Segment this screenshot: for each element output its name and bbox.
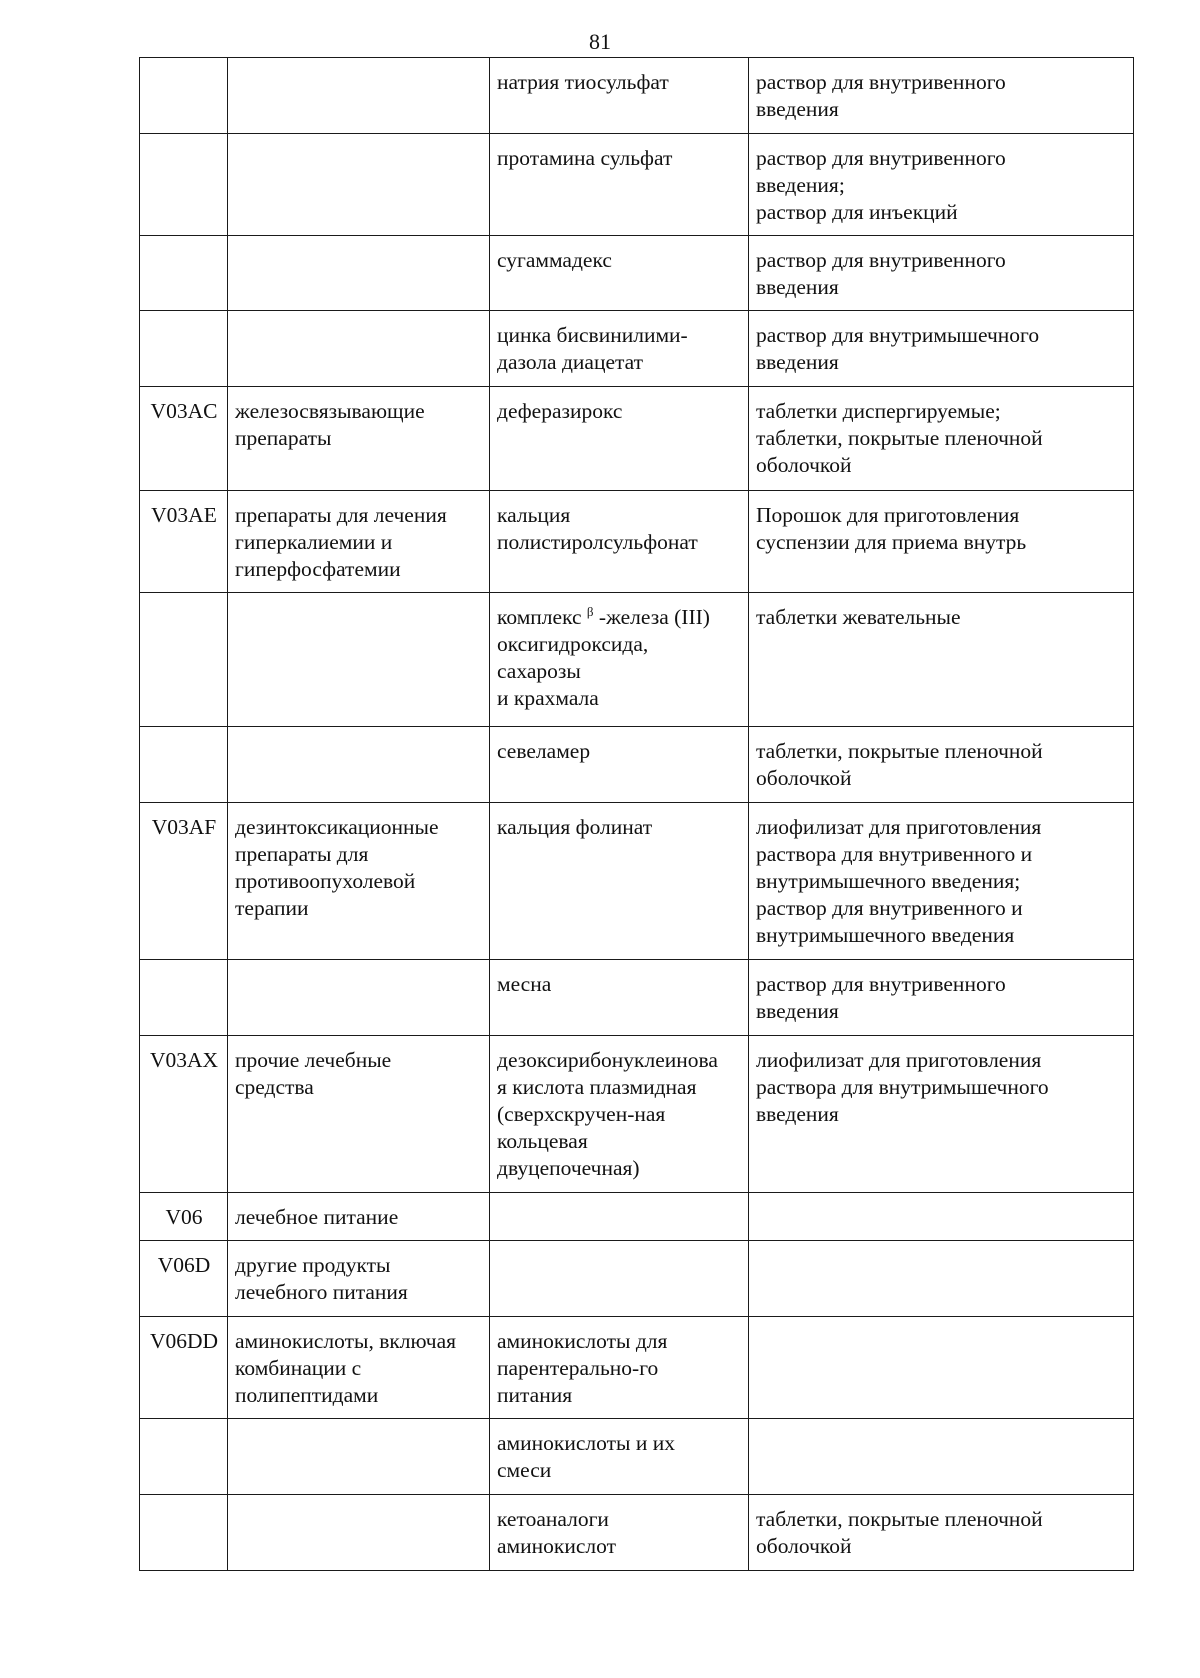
drug-name-line: натрия тиосульфат [497,70,669,94]
dosage-form-line: раствор для внутривенного и [756,896,1023,920]
drug-name-line: оксигидроксида, [497,632,649,656]
drug-name-suffix: -железа (III) [593,605,710,629]
dosage-form-line: лиофилизат для приготовления [756,1048,1042,1072]
drug-name-line: месна [497,972,552,996]
table-row [140,1193,1134,1241]
anatomical-group-cell [228,58,490,134]
drug-name-line: севеламер [497,739,591,763]
page-number: 81 [589,29,611,54]
atc-code-cell [140,1241,228,1317]
table-body [140,58,1134,1571]
table-row [140,1419,1134,1495]
group-line: другие продукты [235,1253,391,1277]
dosage-form-line: таблетки жевательные [756,605,961,629]
dosage-form-cell [749,727,1134,803]
group-line: комбинации с [235,1356,362,1380]
drug-name-line: дезоксирибонуклеинова [497,1048,718,1072]
table-row [140,1317,1134,1419]
dosage-form-line: суспензии для приема внутрь [756,530,1027,554]
anatomical-group-cell [228,236,490,311]
drug-name-line: сахарозы [497,659,581,683]
dosage-form-line: введения [756,1102,839,1126]
drug-name-line: кальция фолинат [497,815,653,839]
group-line: лечебного питания [235,1280,408,1304]
dosage-form-line: введения [756,999,839,1023]
drug-name-line: аминокислоты и их [497,1431,675,1455]
atc-code: V03AE [151,503,217,527]
anatomical-group-cell [228,1495,490,1571]
drug-name-line: дазола диацетат [497,350,644,374]
group-line: препараты [235,426,332,450]
anatomical-group-cell [228,727,490,803]
drug-name-line: и крахмала [497,686,599,710]
dosage-form-cell [749,1495,1134,1571]
atc-code-cell [140,1193,228,1241]
dosage-form-cell [749,311,1134,387]
atc-code: V03AF [151,815,217,839]
group-line: аминокислоты, включая [235,1329,457,1353]
drug-name-line: полистиролсульфонат [497,530,698,554]
drug-name-cell [490,1419,749,1495]
dosage-form-cell [749,803,1134,960]
drug-name-prefix: комплекс [497,605,587,629]
group-line: дезинтоксикационные [235,815,439,839]
medication-table [139,57,1134,1571]
group-line: препараты для [235,842,369,866]
anatomical-group-cell [228,311,490,387]
atc-code-cell [140,387,228,491]
anatomical-group-cell [228,387,490,491]
drug-name-cell [490,491,749,593]
dosage-form-cell [749,387,1134,491]
dosage-form-line: таблетки диспергируемые; [756,399,1001,423]
table-row [140,311,1134,387]
atc-code: V06 [165,1205,203,1229]
atc-code-cell [140,803,228,960]
atc-code: V06DD [149,1329,219,1353]
group-line: гиперкалиемии и [235,530,393,554]
dosage-form-cell [749,491,1134,593]
dosage-form-cell [749,1193,1134,1241]
drug-name-line: смеси [497,1458,552,1482]
drug-name-line: сугаммадекс [497,248,612,272]
table-row [140,1241,1134,1317]
group-line: препараты для лечения [235,503,447,527]
drug-name-cell [490,1036,749,1193]
drug-name-line: цинка бисвинилими- [497,323,688,347]
anatomical-group-cell [228,1241,490,1317]
table-row [140,58,1134,134]
atc-code-cell [140,1495,228,1571]
drug-name-cell [490,803,749,960]
drug-name-line: двуцепочечная) [497,1156,640,1180]
anatomical-group-cell [228,1419,490,1495]
group-line: противоопухолевой [235,869,416,893]
dosage-form-line: оболочкой [756,1534,852,1558]
group-line: железосвязывающие [235,399,425,423]
atc-code-cell [140,960,228,1036]
dosage-form-line: введения [756,97,839,121]
dosage-form-line: Порошок для приготовления [756,503,1020,527]
dosage-form-line: раствор для внутривенного [756,70,1006,94]
dosage-form-cell [749,960,1134,1036]
drug-name-cell [490,236,749,311]
drug-name-line: кальция [497,503,571,527]
dosage-form-line: оболочкой [756,766,852,790]
table-row [140,236,1134,311]
dosage-form-line: введения [756,275,839,299]
anatomical-group-cell [228,1317,490,1419]
dosage-form-line: раствора для внутривенного и [756,842,1033,866]
drug-name-cell [490,1495,749,1571]
dosage-form-cell [749,134,1134,236]
drug-name-cell [490,1241,749,1317]
drug-name-cell [490,58,749,134]
dosage-form-line: введения; [756,173,845,197]
atc-code: V03AX [149,1048,219,1072]
table-row [140,803,1134,960]
group-line: прочие лечебные [235,1048,392,1072]
dosage-form-cell [749,236,1134,311]
atc-code-cell [140,727,228,803]
drug-name-line: аминокислоты для [497,1329,668,1353]
dosage-form-cell [749,1317,1134,1419]
drug-name-line: протамина сульфат [497,146,673,170]
dosage-form-cell [749,58,1134,134]
dosage-form-line: раствора для внутримышечного [756,1075,1049,1099]
anatomical-group-cell [228,960,490,1036]
table-row [140,387,1134,491]
dosage-form-line: оболочкой [756,453,852,477]
atc-code: V03AC [150,399,218,423]
dosage-form-line: раствор для внутривенного [756,146,1006,170]
dosage-form-line: раствор для инъекций [756,200,958,224]
drug-name-cell [490,727,749,803]
drug-name-line: питания [497,1383,573,1407]
atc-code-cell [140,1317,228,1419]
atc-code-cell [140,311,228,387]
anatomical-group-cell [228,1036,490,1193]
drug-name-line: я кислота плазмидная [497,1075,697,1099]
table-row [140,727,1134,803]
anatomical-group-cell [228,491,490,593]
dosage-form-line: введения [756,350,839,374]
beta-symbol: β [586,603,594,619]
table-row [140,134,1134,236]
dosage-form-line: внутримышечного введения; [756,869,1021,893]
group-line: гиперфосфатемии [235,557,401,581]
drug-name-line [497,604,742,631]
drug-name-cell [490,593,749,727]
atc-code-cell [140,593,228,727]
anatomical-group-cell [228,134,490,236]
dosage-form-line: раствор для внутримышечного [756,323,1040,347]
dosage-form-cell [749,1419,1134,1495]
group-line: полипептидами [235,1383,379,1407]
drug-name-cell [490,960,749,1036]
atc-code: V06D [157,1253,211,1277]
dosage-form-line: раствор для внутривенного [756,972,1006,996]
anatomical-group-cell [228,1193,490,1241]
anatomical-group-cell [228,593,490,727]
atc-code-cell [140,491,228,593]
drug-name-cell [490,1317,749,1419]
drug-name-cell [490,311,749,387]
dosage-form-cell [749,593,1134,727]
drug-name-line: кетоаналоги [497,1507,609,1531]
table-row [140,960,1134,1036]
dosage-form-line: таблетки, покрытые пленочной [756,426,1043,450]
atc-code-cell [140,1419,228,1495]
drug-name-line: деферазирокс [497,399,623,423]
anatomical-group-cell [228,803,490,960]
atc-code-cell [140,236,228,311]
dosage-form-line: внутримышечного введения [756,923,1015,947]
table-row [140,491,1134,593]
drug-name-cell [490,134,749,236]
dosage-form-line: таблетки, покрытые пленочной [756,1507,1043,1531]
table-row [140,1036,1134,1193]
dosage-form-cell [749,1241,1134,1317]
dosage-form-line: лиофилизат для приготовления [756,815,1042,839]
table-row [140,1495,1134,1571]
drug-name-cell [490,387,749,491]
drug-name-line: аминокислот [497,1534,616,1558]
atc-code-cell [140,58,228,134]
group-line: терапии [235,896,309,920]
atc-code-cell [140,134,228,236]
group-line: лечебное питание [235,1205,399,1229]
dosage-form-cell [749,1036,1134,1193]
drug-name-line: кольцевая [497,1129,588,1153]
dosage-form-line: таблетки, покрытые пленочной [756,739,1043,763]
group-line: средства [235,1075,314,1099]
drug-name-cell [490,1193,749,1241]
dosage-form-line: раствор для внутривенного [756,248,1006,272]
drug-name-line: (сверхскручен-ная [497,1102,666,1126]
table-row [140,593,1134,727]
atc-code-cell [140,1036,228,1193]
drug-name-line: парентерально-го [497,1356,659,1380]
